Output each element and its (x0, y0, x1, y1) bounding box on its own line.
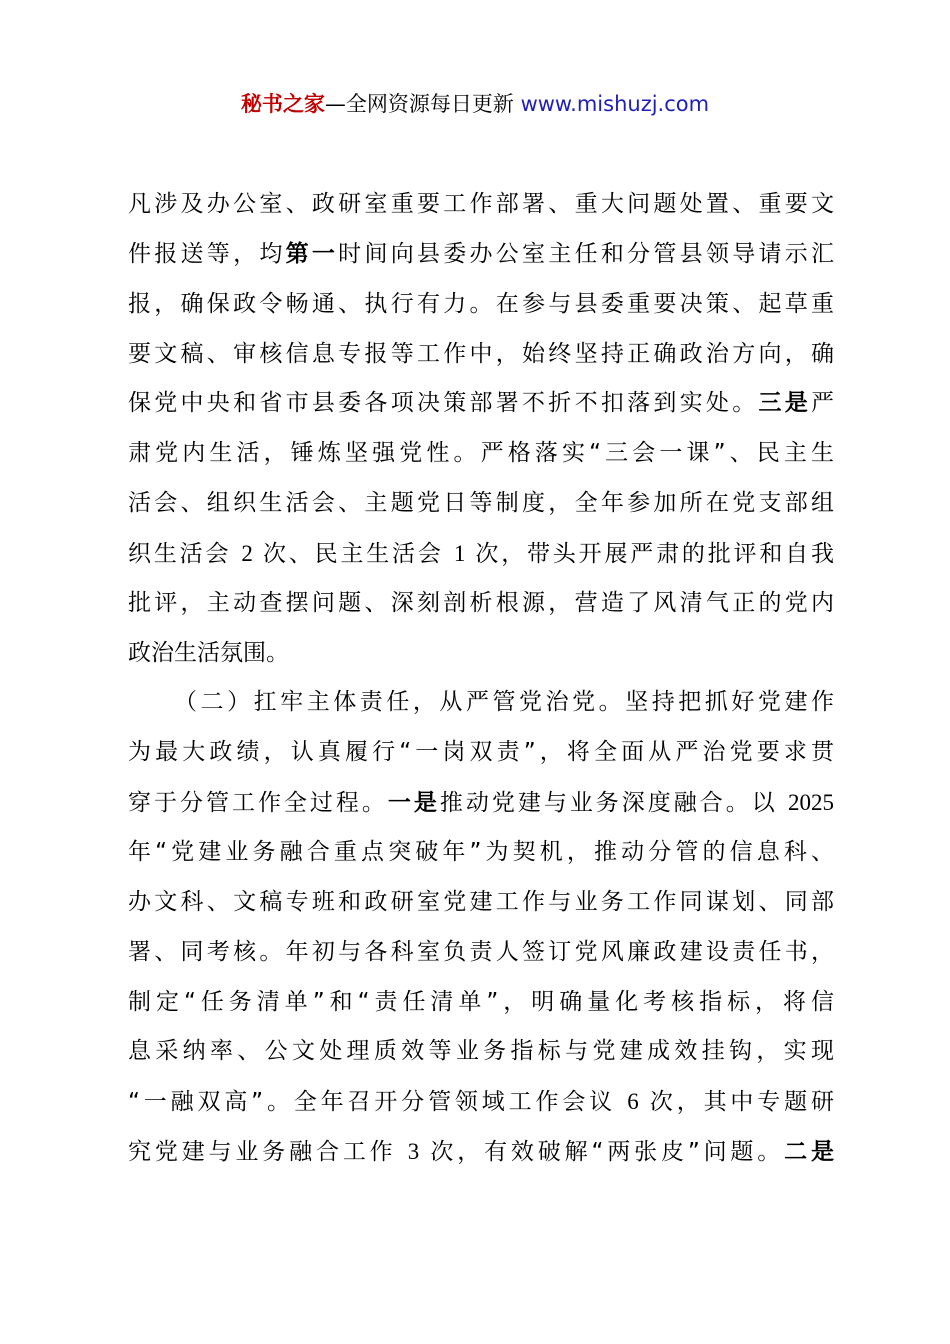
page-header (0, 88, 950, 120)
text-segment: 次，带头开展严肃的批评和自我 (465, 540, 834, 567)
text-line (128, 579, 834, 629)
text-line (128, 280, 834, 330)
bold-text: 三是 (758, 390, 812, 417)
text-segment: 时间向县委办公室主任和分管县领导请示汇 (338, 240, 835, 267)
text-segment: 为最大政绩，认真履行“一岗双责”，将全面从严治党要求贯 (128, 739, 834, 766)
bold-text: 二是 (784, 1139, 834, 1166)
header-brand: 秘书之家 (240, 92, 325, 116)
text-line (128, 978, 834, 1028)
text-segment: 年“党建业务融合重点突破年”为契机，推动分管的信息科、 (128, 838, 834, 865)
text-segment: 肃党内生活，锤炼坚强党性。严格落实“三会一课”、民主生 (128, 440, 834, 467)
text-segment: 活会、组织生活会、主题党日等制度，全年参加所在党支部组 (128, 490, 834, 517)
number-text: 6 (627, 1089, 639, 1115)
bold-text: 一是 (387, 790, 440, 817)
text-segment: 穿于分管工作全过程。 (128, 790, 388, 817)
header-tagline: —全网资源每日更新 (324, 92, 514, 116)
text-segment: 批评，主动查摆问题、深刻剖析根源，营造了风清气正的党内 (128, 589, 834, 616)
text-segment: 政治生活氛围。 (128, 639, 289, 666)
number-text: 2025 (788, 790, 835, 816)
text-line (128, 928, 834, 978)
text-line (128, 1127, 834, 1177)
text-line (128, 379, 834, 429)
number-text: 1 (453, 540, 466, 566)
text-segment: “一融双高”。全年召开分管领域工作会议 (128, 1089, 628, 1116)
header-url[interactable]: www.mishuzj.com (520, 92, 710, 116)
text-segment: 次，其中专题研 (638, 1089, 834, 1116)
text-segment: 次、民主生活会 (252, 540, 454, 567)
text-line (128, 878, 834, 928)
text-segment: （二）扛牢主体责任，从严管党治党。坚持把抓好党建作 (174, 689, 834, 716)
text-segment: 严 (811, 390, 835, 417)
text-line (128, 330, 834, 380)
text-line (128, 429, 834, 479)
text-segment: 次，有效破解“两张皮”问题。 (419, 1139, 785, 1166)
text-segment: 推动党建与业务深度融合。以 (439, 790, 789, 817)
text-line (128, 678, 834, 728)
text-segment: 署、同考核。年初与各科室负责人签订党风廉政建设责任书， (128, 938, 834, 965)
text-segment: 织生活会 (128, 540, 242, 567)
number-text: 2 (241, 540, 253, 566)
text-segment: 要文稿、审核信息专报等工作中，始终坚持正确政治方向，确 (128, 340, 834, 367)
text-line (128, 529, 834, 579)
text-line (128, 479, 834, 529)
text-segment: 究党建与业务融合工作 (128, 1139, 408, 1166)
text-line (128, 1027, 834, 1077)
text-line (128, 728, 834, 778)
text-line (128, 1077, 834, 1127)
text-line (128, 778, 834, 828)
number-text: 3 (407, 1139, 420, 1165)
text-line (128, 629, 834, 679)
text-segment: 件报送等，均 (128, 240, 286, 267)
text-line (128, 828, 834, 878)
document-body (128, 180, 834, 1177)
text-line (128, 180, 834, 230)
text-segment: 保党中央和省市县委各项决策部署不折不扣落到实处。 (128, 390, 759, 417)
text-segment: 凡涉及办公室、政研室重要工作部署、重大问题处置、重要文 (128, 191, 834, 217)
bold-text: 第一 (285, 240, 339, 267)
text-line (128, 230, 834, 280)
text-segment: 办文科、文稿专班和政研室党建工作与业务工作同谋划、同部 (128, 888, 834, 915)
text-segment: 报，确保政令畅通、执行有力。在参与县委重要决策、起草重 (128, 290, 834, 317)
text-segment: 制定“任务清单”和“责任清单”，明确量化考核指标，将信 (128, 988, 834, 1015)
text-segment: 息采纳率、公文处理质效等业务指标与党建成效挂钩，实现 (128, 1038, 834, 1065)
